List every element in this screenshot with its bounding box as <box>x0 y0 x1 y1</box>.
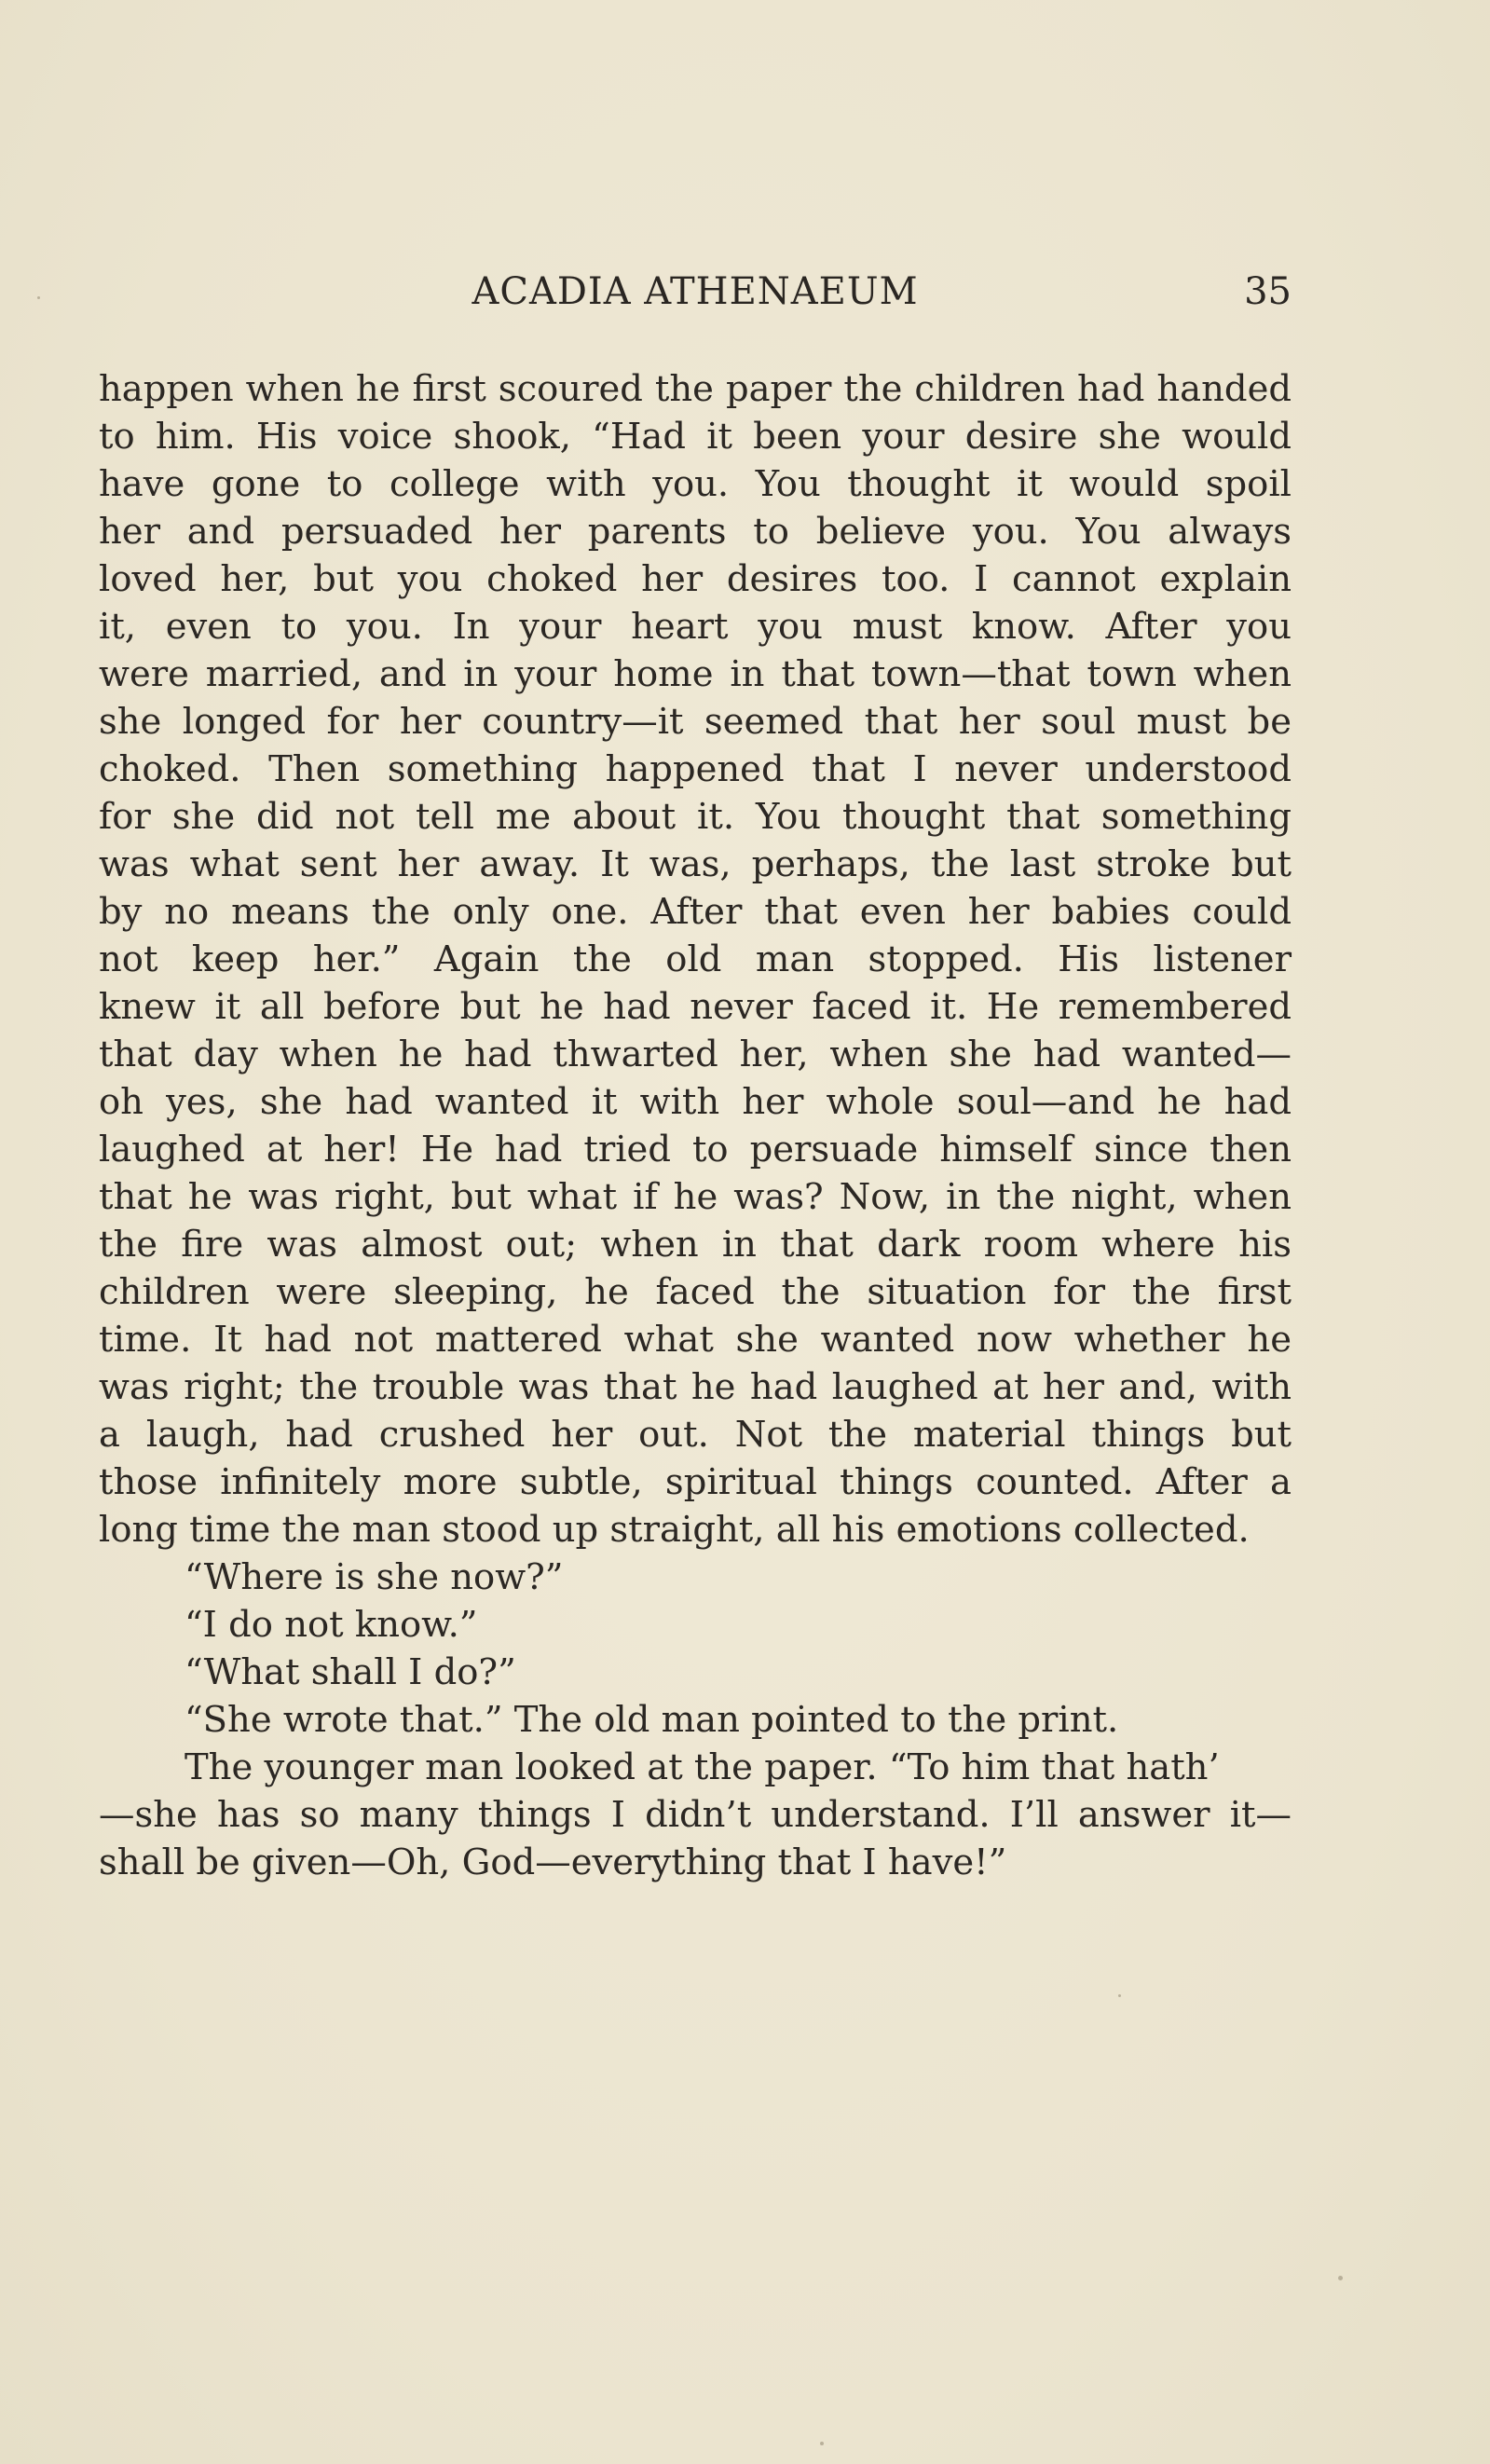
text-line: was right; the trouble was that he had laughed at her and, with <box>99 1366 1292 1408</box>
text-line: she longed for her country—it seemed that her soul must be <box>99 701 1292 743</box>
text-line: those infinitely more subtle, spiritual things counted. After a <box>99 1461 1292 1503</box>
text-line: oh yes, she had wanted it with her whole soul—and he had <box>99 1081 1292 1123</box>
text-line: that day when he had thwarted her, when she had wanted— <box>99 1034 1292 1075</box>
body-text <box>99 365 1292 1886</box>
paper-speck <box>1118 1994 1121 1997</box>
text-line: laughed at her! He had tried to persuade himself since then <box>99 1129 1292 1170</box>
text-line: that he was right, but what if he was? Now, in the night, when <box>99 1176 1292 1218</box>
text-line: by no means the only one. After that even her babies could <box>99 891 1292 933</box>
text-line: loved her, but you choked her desires too. I cannot explain <box>99 558 1292 600</box>
text-line: shall be given—Oh, God—everything that I have!” <box>99 1841 1007 1883</box>
paper-speck <box>1338 2276 1343 2280</box>
text-line: children were sleeping, he faced the situation for the first <box>99 1271 1292 1313</box>
dialogue-line: “She wrote that.” The old man pointed to the print. <box>185 1699 1119 1741</box>
text-line: —she has so many things I didn’t understand. I’ll answer it— <box>99 1794 1292 1836</box>
text-line: was what sent her away. It was, perhaps, the last stroke but <box>99 843 1292 885</box>
text-line: for she did not tell me about it. You thought that something <box>99 796 1292 838</box>
paper-speck <box>820 2442 824 2445</box>
text-line: to him. His voice shook, “Had it been your desire she would <box>99 416 1292 458</box>
dialogue-line: “Where is she now?” <box>185 1556 564 1598</box>
text-line: have gone to college with you. You thought it would spoil <box>99 463 1292 505</box>
text-line: knew it all before but he had never faced it. He remembered <box>99 986 1292 1028</box>
text-line: a laugh, had crushed her out. Not the material things but <box>99 1414 1292 1456</box>
paragraph-line: The younger man looked at the paper. “To him that hath’ <box>185 1746 1220 1788</box>
text-line: time. It had not mattered what she wanted now whether he <box>99 1319 1292 1361</box>
page-number: 35 <box>1244 270 1292 313</box>
running-head: ACADIA ATHENAEUM <box>472 270 919 313</box>
text-line: not keep her.” Again the old man stopped. His listener <box>99 938 1292 980</box>
text-line: long time the man stood up straight, all his emotions collected. <box>99 1509 1250 1551</box>
page-header <box>99 270 1292 326</box>
text-line: were married, and in your home in that town—that town when <box>99 653 1292 695</box>
paper-speck <box>37 296 40 299</box>
dialogue-line: “I do not know.” <box>185 1604 478 1646</box>
text-line: the fire was almost out; when in that dark room where his <box>99 1224 1292 1266</box>
text-line: happen when he first scoured the paper the children had handed <box>99 368 1292 410</box>
dialogue-line: “What shall I do?” <box>185 1651 516 1693</box>
text-line: her and persuaded her parents to believe you. You always <box>99 511 1292 553</box>
text-line: choked. Then something happened that I never understood <box>99 748 1292 790</box>
text-line: it, even to you. In your heart you must know. After you <box>99 606 1292 648</box>
